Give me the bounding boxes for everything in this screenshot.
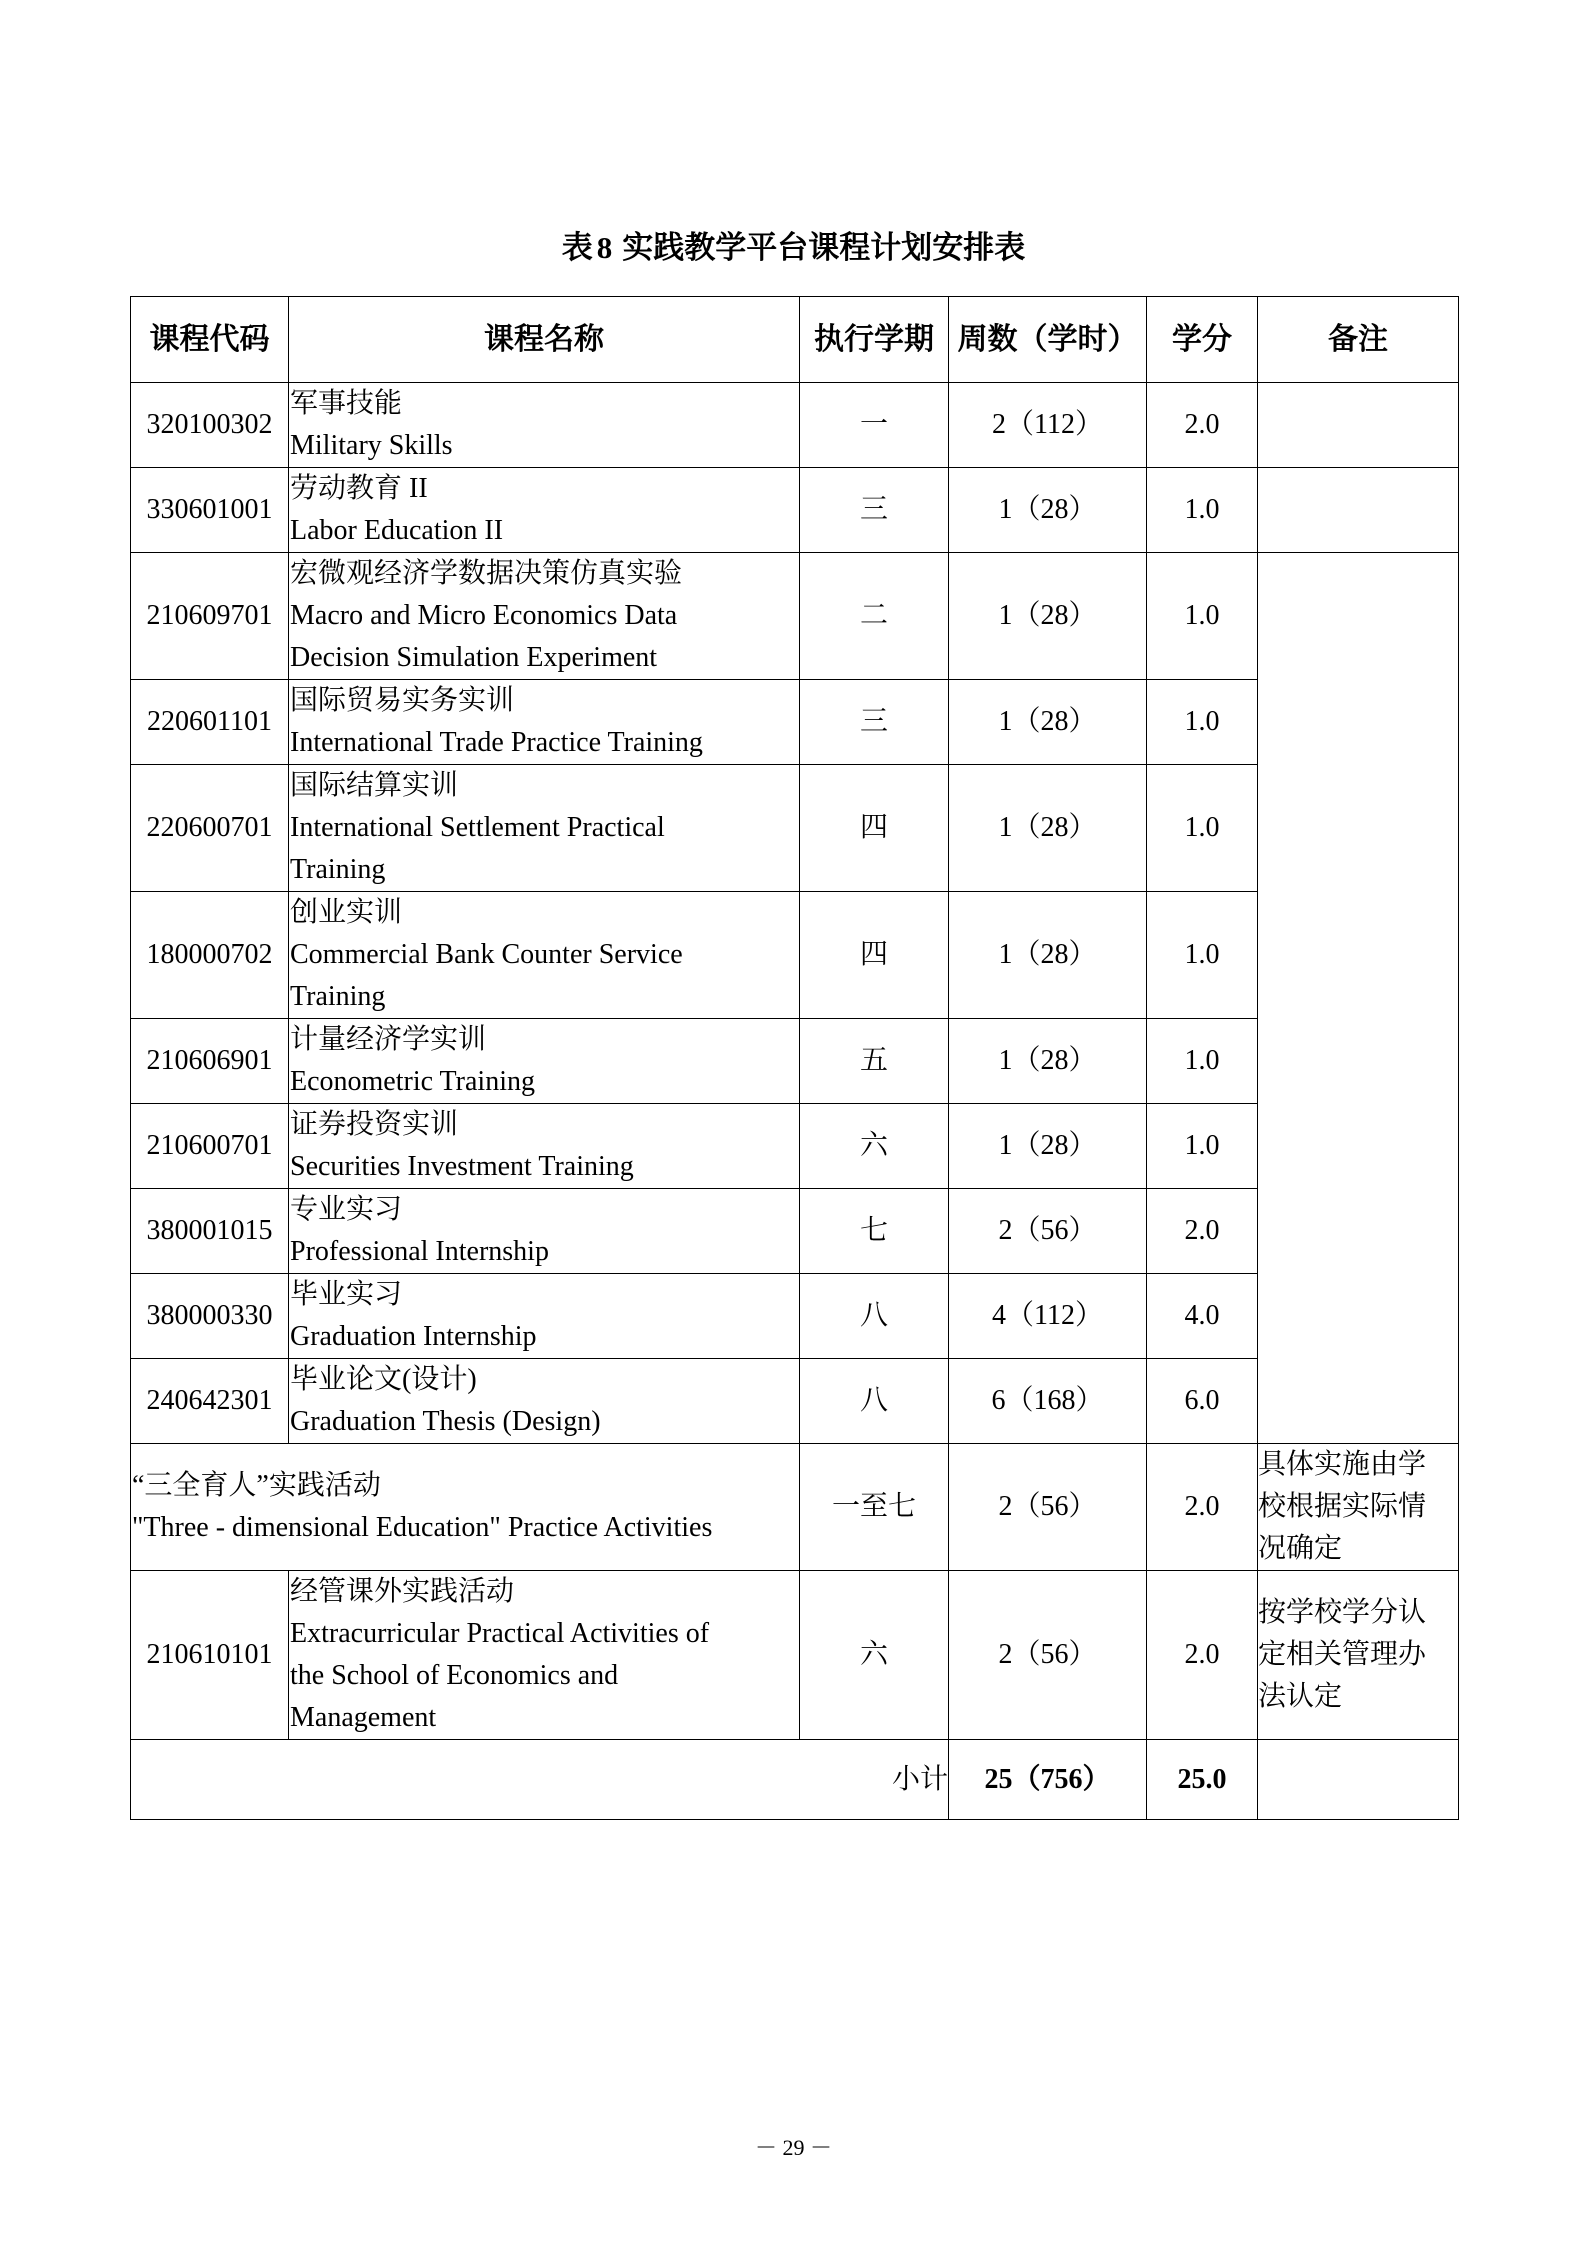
course-name-en: Commercial Bank Counter Service xyxy=(290,939,683,970)
subtotal-remarks-empty xyxy=(1258,1740,1459,1820)
course-code: 180000702 xyxy=(131,892,289,1019)
semester: 三 xyxy=(800,468,949,553)
course-name-zh: 毕业论文(设计) xyxy=(290,1364,477,1395)
semester: 一 xyxy=(800,383,949,468)
course-name-zh: 国际结算实训 xyxy=(290,770,459,801)
title-prefix: 表 xyxy=(561,230,593,265)
credits: 1.0 xyxy=(1147,765,1258,892)
course-name-en: Macro and Micro Economics Data xyxy=(290,600,678,631)
course-name xyxy=(289,553,800,680)
course-name xyxy=(289,1019,800,1104)
weeks-hours: 2（112） xyxy=(949,383,1147,468)
header-course-name: 课程名称 xyxy=(289,297,800,383)
course-name-en: Military Skills xyxy=(290,430,453,461)
table-row xyxy=(131,553,1459,680)
course-name xyxy=(289,1571,800,1740)
weeks-hours: 1（28） xyxy=(949,765,1147,892)
subtotal-row xyxy=(131,1740,1459,1820)
credits: 2.0 xyxy=(1147,1571,1258,1740)
course-code: 330601001 xyxy=(131,468,289,553)
course-code: 210609701 xyxy=(131,553,289,680)
title-number: 8 xyxy=(596,230,613,265)
subtotal-label: 小计 xyxy=(131,1740,949,1820)
course-name-zh: 证券投资实训 xyxy=(290,1109,459,1140)
semester: 一至七 xyxy=(800,1444,949,1571)
credits: 1.0 xyxy=(1147,553,1258,680)
course-name xyxy=(289,468,800,553)
course-name-en: Labor Education II xyxy=(290,515,504,546)
credits: 1.0 xyxy=(1147,1104,1258,1189)
course-name-en: Graduation Thesis (Design) xyxy=(290,1406,601,1437)
activity-name xyxy=(131,1444,800,1571)
credits: 2.0 xyxy=(1147,1189,1258,1274)
course-name xyxy=(289,383,800,468)
course-name xyxy=(289,765,800,892)
weeks-hours: 1（28） xyxy=(949,468,1147,553)
course-code: 320100302 xyxy=(131,383,289,468)
course-name-zh: 军事技能 xyxy=(290,388,403,419)
header-weeks-hours: 周数（学时） xyxy=(949,297,1147,383)
course-name xyxy=(289,1104,800,1189)
course-name-zh: 专业实习 xyxy=(290,1194,403,1225)
table-row xyxy=(131,383,1459,468)
weeks-hours: 6（168） xyxy=(949,1359,1147,1444)
semester: 六 xyxy=(800,1104,949,1189)
header-semester: 执行学期 xyxy=(800,297,949,383)
course-code: 210606901 xyxy=(131,1019,289,1104)
course-code: 380000330 xyxy=(131,1274,289,1359)
course-name-zh: 宏微观经济学数据决策仿真实验 xyxy=(290,558,683,589)
credits: 4.0 xyxy=(1147,1274,1258,1359)
course-name-zh: 毕业实习 xyxy=(290,1279,403,1310)
remarks-merged-empty xyxy=(1258,553,1459,1444)
course-code: 210610101 xyxy=(131,1571,289,1740)
header-remarks: 备注 xyxy=(1258,297,1459,383)
credits: 1.0 xyxy=(1147,1019,1258,1104)
course-name-en: Extracurricular Practical Activities of xyxy=(290,1618,710,1649)
semester: 六 xyxy=(800,1571,949,1740)
credits: 1.0 xyxy=(1147,468,1258,553)
course-name xyxy=(289,1189,800,1274)
credits: 6.0 xyxy=(1147,1359,1258,1444)
table-header-row xyxy=(131,297,1459,383)
course-name-zh: 计量经济学实训 xyxy=(290,1024,487,1055)
semester: 四 xyxy=(800,892,949,1019)
credits: 1.0 xyxy=(1147,680,1258,765)
subtotal-credits: 25.0 xyxy=(1147,1740,1258,1820)
activity-name-en: "Three - dimensional Education" Practice Activities xyxy=(132,1512,713,1543)
course-name-en-cont: Management xyxy=(290,1702,437,1733)
table-row-extracurricular xyxy=(131,1571,1459,1740)
course-name-en-cont: the School of Economics and xyxy=(290,1660,619,1691)
course-name-en-cont: Training xyxy=(290,854,386,885)
semester: 七 xyxy=(800,1189,949,1274)
semester: 二 xyxy=(800,553,949,680)
course-name-zh: 国际贸易实务实训 xyxy=(290,685,515,716)
table-row xyxy=(131,468,1459,553)
course-name-en: International Settlement Practical xyxy=(290,812,665,843)
remarks-line: 定相关管理办 xyxy=(1258,1639,1427,1670)
remarks-line: 法认定 xyxy=(1258,1681,1343,1712)
activity-name-zh: “三全育人”实践活动 xyxy=(132,1470,381,1501)
remarks-empty xyxy=(1258,383,1459,468)
course-code: 220600701 xyxy=(131,765,289,892)
remarks-line: 具体实施由学 xyxy=(1258,1449,1427,1480)
subtotal-weeks-hours: 25（756） xyxy=(949,1740,1147,1820)
remarks xyxy=(1258,1571,1459,1740)
course-code: 220601101 xyxy=(131,680,289,765)
weeks-hours: 2（56） xyxy=(949,1571,1147,1740)
semester: 八 xyxy=(800,1359,949,1444)
header-credits: 学分 xyxy=(1147,297,1258,383)
course-name-en: International Trade Practice Training xyxy=(290,727,703,758)
weeks-hours: 1（28） xyxy=(949,680,1147,765)
course-name-en: Professional Internship xyxy=(290,1236,549,1267)
remarks-line: 校根据实际情 xyxy=(1258,1491,1427,1522)
weeks-hours: 1（28） xyxy=(949,553,1147,680)
credits: 2.0 xyxy=(1147,1444,1258,1571)
credits: 2.0 xyxy=(1147,383,1258,468)
weeks-hours: 4（112） xyxy=(949,1274,1147,1359)
credits: 1.0 xyxy=(1147,892,1258,1019)
course-name-en: Securities Investment Training xyxy=(290,1151,634,1182)
course-name xyxy=(289,1274,800,1359)
remarks-line: 况确定 xyxy=(1258,1533,1343,1564)
weeks-hours: 1（28） xyxy=(949,1019,1147,1104)
semester: 八 xyxy=(800,1274,949,1359)
course-code: 240642301 xyxy=(131,1359,289,1444)
course-name-en: Graduation Internship xyxy=(290,1321,537,1352)
weeks-hours: 2（56） xyxy=(949,1189,1147,1274)
weeks-hours: 1（28） xyxy=(949,892,1147,1019)
remarks-empty xyxy=(1258,468,1459,553)
course-name-en-cont: Training xyxy=(290,981,386,1012)
title-text: 实践教学平台课程计划安排表 xyxy=(622,230,1026,265)
course-name xyxy=(289,1359,800,1444)
course-name xyxy=(289,680,800,765)
remarks-line: 按学校学分认 xyxy=(1258,1597,1427,1628)
semester: 五 xyxy=(800,1019,949,1104)
table-row-activity xyxy=(131,1444,1459,1571)
course-code: 380001015 xyxy=(131,1189,289,1274)
weeks-hours: 2（56） xyxy=(949,1444,1147,1571)
semester: 三 xyxy=(800,680,949,765)
semester: 四 xyxy=(800,765,949,892)
course-name-en: Econometric Training xyxy=(290,1066,535,1097)
course-name-zh: 经管课外实践活动 xyxy=(290,1576,515,1607)
course-name-zh: 劳动教育 II xyxy=(290,473,428,504)
page-number: － 29 － xyxy=(754,2135,832,2160)
header-course-code: 课程代码 xyxy=(131,297,289,383)
practice-course-plan-table xyxy=(130,296,1459,1820)
course-code: 210600701 xyxy=(131,1104,289,1189)
course-name-en-cont: Decision Simulation Experiment xyxy=(290,642,658,673)
table-title xyxy=(0,228,1587,268)
weeks-hours: 1（28） xyxy=(949,1104,1147,1189)
course-name-zh: 创业实训 xyxy=(290,897,403,928)
course-name xyxy=(289,892,800,1019)
remarks xyxy=(1258,1444,1459,1571)
